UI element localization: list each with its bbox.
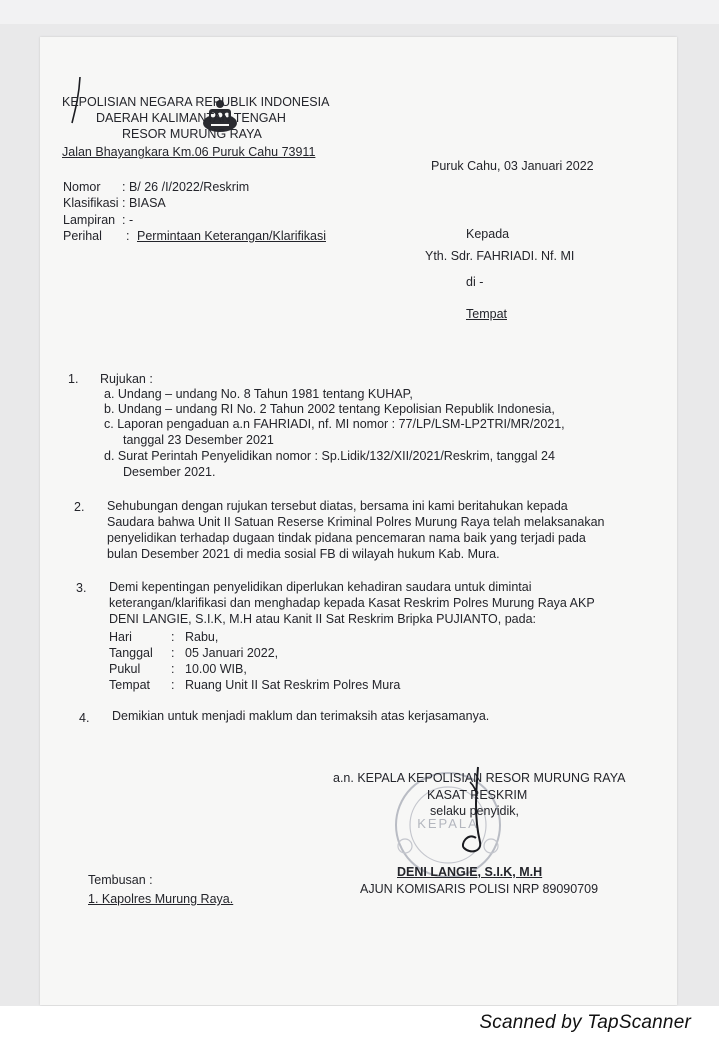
org-line-3: RESOR MURUNG RAYA (122, 127, 262, 141)
org-line-2: DAERAH KALIMANTAN TENGAH (96, 111, 286, 125)
signature-line1: a.n. KEPALA KEPOLISIAN RESOR MURUNG RAYA (333, 771, 626, 785)
section4-number: 4. (79, 711, 90, 725)
section1-number: 1. (68, 372, 79, 386)
schedule-pukul: Pukul : 10.00 WIB, (109, 662, 247, 676)
signature-line2: KASAT RESKRIM (427, 788, 528, 802)
scanner-watermark: Scanned by TapScanner (479, 1012, 691, 1033)
tembusan-label: Tembusan : (88, 873, 153, 887)
recipient-kepada: Kepada (466, 227, 510, 241)
signature-line3: selaku penyidik, (430, 804, 519, 818)
section2-number: 2. (74, 500, 85, 514)
org-address: Jalan Bhayangkara Km.06 Puruk Cahu 73911 (62, 145, 316, 159)
section1-item-a: a. Undang – undang No. 8 Tahun 1981 tentang KUHAP, (104, 387, 413, 401)
svg-text:KEPALA: KEPALA (417, 816, 479, 831)
signatory-name: DENI LANGIE, S.I.K, M.H (397, 865, 543, 879)
section1-item-b: b. Undang – undang RI No. 2 Tahun 2002 tentang Kepolisian Republik Indonesia, (104, 402, 555, 416)
section3-line3: DENI LANGIE, S.I.K, M.H atau Kanit II Sat Reskrim Bripka PUJIANTO, pada: (109, 612, 536, 626)
section3-line1: Demi kepentingan penyelidikan diperlukan kehadiran saudara untuk dimintai (109, 580, 532, 594)
section3-number: 3. (76, 581, 87, 595)
recipient-name: Yth. Sdr. FAHRIADI. Nf. MI (425, 249, 575, 263)
section1-item-c: c. Laporan pengaduan a.n FAHRIADI, nf. MI nomor : 77/LP/LSM-LP2TRI/MR/2021, (104, 417, 565, 431)
section1-title: Rujukan : (100, 372, 153, 386)
place-date: Puruk Cahu, 03 Januari 2022 (431, 159, 594, 173)
schedule-tempat: Tempat : Ruang Unit II Sat Reskrim Polres Mura (109, 678, 401, 692)
section2-line4: bulan Desember 2021 di media sosial FB di wilayah hukum Kab. Mura. (107, 547, 500, 561)
section1-item-c-line2: tanggal 23 Desember 2021 (123, 433, 274, 447)
section2-line3: penyelidikan terhadap dugaan tindak pidana pencemaran nama baik yang terjadi pada (107, 531, 586, 545)
top-strip (0, 0, 719, 24)
section1-item-d-line2: Desember 2021. (123, 465, 216, 479)
signatory-rank: AJUN KOMISARIS POLISI NRP 89090709 (360, 882, 599, 896)
schedule-tanggal: Tanggal : 05 Januari 2022, (109, 646, 279, 660)
section1-item-d: d. Surat Perintah Penyelidikan nomor : Sp.Lidik/132/XII/2021/Reskrim, tanggal 24 (104, 449, 555, 463)
recipient-tempat: Tempat (466, 307, 507, 321)
nomor-value: : B/ 26 /I/2022/Reskrim (122, 180, 250, 194)
schedule-hari: Hari : Rabu, (109, 630, 219, 644)
perihal-colon: : (126, 229, 130, 243)
section2-line2: Saudara bahwa Unit II Satuan Reserse Kriminal Polres Murung Raya telah melaksanakan (107, 515, 605, 529)
org-line-1: KEPOLISIAN NEGARA REPUBLIK INDONESIA (62, 95, 330, 109)
perihal-label: Perihal (63, 229, 102, 243)
section3-line2: keterangan/klarifikasi dan menghadap kepada Kasat Reskrim Polres Murung Raya AKP (109, 596, 595, 610)
klasifikasi-value: : BIASA (122, 196, 166, 210)
recipient-di: di - (466, 275, 484, 289)
lampiran-value: : - (122, 213, 134, 227)
lampiran-label: Lampiran (63, 213, 116, 227)
klasifikasi-label: Klasifikasi (63, 196, 119, 210)
section2-line1: Sehubungan dengan rujukan tersebut diatas, bersama ini kami beritahukan kepada (107, 499, 568, 513)
section4-text: Demikian untuk menjadi maklum dan terimaksih atas kerjasamanya. (112, 709, 490, 723)
perihal-value: Permintaan Keterangan/Klarifikasi (137, 229, 326, 243)
nomor-label: Nomor (63, 180, 101, 194)
tembusan-item-1: 1. Kapolres Murung Raya. (88, 892, 234, 906)
handwritten-signature (440, 762, 500, 872)
letter-page (40, 37, 677, 1005)
